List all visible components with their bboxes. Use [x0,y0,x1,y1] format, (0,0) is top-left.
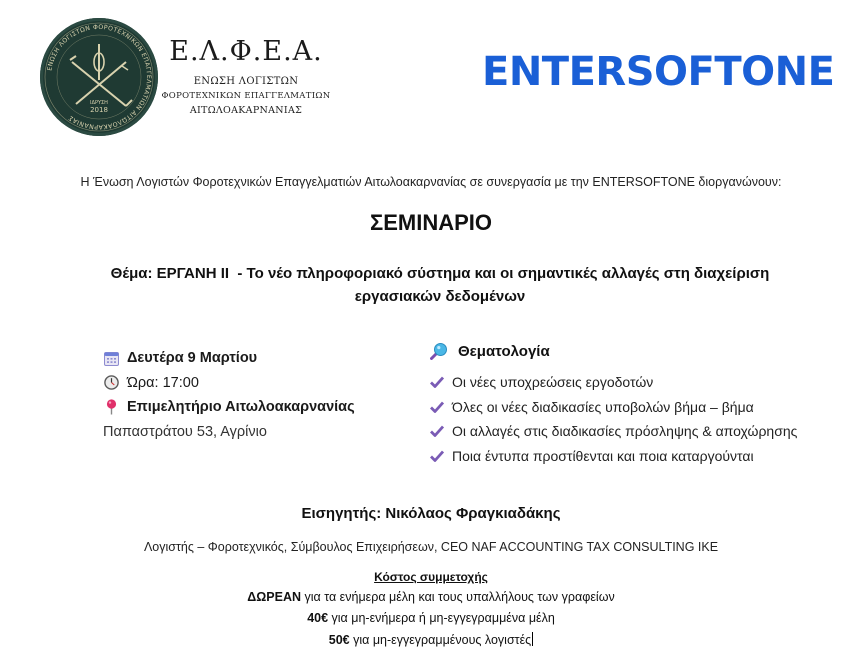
speaker-description: Λογιστής – Φοροτεχνικός, Σύμβουλος Επιχειρήσεων, CEO NAF ACCOUNTING TAX CONSULTING IKE [143,540,719,554]
svg-text:2018: 2018 [90,106,108,114]
checkmark-icon [430,375,444,389]
event-date-text: Δευτέρα 9 Μαρτίου [127,350,258,367]
cost-50-text: για μη-εγγεγραμμένους λογιστές [349,633,532,647]
themes-section [430,340,850,468]
cost-title: Κόστος συμμετοχής [374,570,488,584]
calendar-icon [103,350,119,366]
event-venue-text: Επιμελητήριο Αιτωλοακαρνανίας [127,399,355,416]
topic-line-1: Θέμα: ΕΡΓΑΝΗ ΙΙ - Το νέο πληροφοριακό σύστημα και οι σημαντικές αλλαγές στη διαχείριση [110,265,770,282]
elfea-logo-subtitle-1: ΕΝΩΣΗ ΛΟΓΙΣΤΩΝ [193,76,299,87]
theme-item [430,395,850,420]
cost-40-amount: 40€ [307,611,329,625]
event-time-text: Ώρα: 17:00 [127,374,199,391]
theme-item [430,419,850,444]
cost-line-40 [0,611,862,625]
theme-item-text: Ποια έντυπα προστίθενται και ποια καταργούνται [452,447,754,464]
theme-item-text: Οι νέες υποχρεώσεις εργοδοτών [452,374,654,391]
event-time [103,371,403,396]
checkmark-icon [430,400,444,414]
elfea-logo-subtitle-2: ΦΟΡΟΤΕΧΝΙΚΩΝ ΕΠΑΓΓΕΛΜΑΤΙΩΝ [161,91,331,101]
theme-item [430,444,850,469]
pushpin-icon [103,399,119,415]
seminar-topic [50,262,830,308]
svg-text:ΕΝΩΣΗ ΛΟΓΙΣΤΩΝ ΦΟΡΟΤΕΧΝΙΚΩΝ ΕΠ: ΕΝΩΣΗ ΛΟΓΙΣΤΩΝ ΦΟΡΟΤΕΧΝΙΚΩΝ ΕΠΑΓΓΕΛΜΑΤΙΩΝ ΑΙΤΩΛΟΑΚΑΡΝΑΝΙΑΣ [46,23,153,131]
magnifier-icon [430,342,448,360]
cost-40-text: για μη-ενήμερα ή μη-εγγεγραμμένα μέλη [328,611,555,625]
cost-free-text: για τα ενήμερα μέλη και τους υπαλλήλους των γραφείων [301,590,615,604]
svg-text:ΙΔΡΥΣΗ: ΙΔΡΥΣΗ [90,100,108,106]
speaker-name: Εισηγητής: Νικόλαος Φραγκιαδάκης [301,505,561,522]
cost-line-50 [0,632,862,647]
event-address: Παπαστράτου 53, Αγρίνιο [103,423,267,440]
elfea-seal-logo [40,18,158,136]
elfea-logo-subtitle-3: ΑΙΤΩΛΟΑΚΑΡΝΑΝΙΑΣ [189,105,303,116]
themes-heading-text: Θεματολογία [458,342,550,360]
intro-text: Η Ένωση Λογιστών Φοροτεχνικών Επαγγελματιών Αιτωλοακαρνανίας σε συνεργασία με την ENTERSOFTONE διοργανώνουν: [80,175,782,189]
cost-50-amount: 50€ [328,633,350,647]
theme-item-text: Οι αλλαγές στις διαδικασίες πρόσληψης & αποχώρησης [452,423,798,440]
checkmark-icon [430,449,444,463]
text-cursor [532,632,533,646]
checkmark-icon [430,424,444,438]
event-venue [103,395,403,420]
event-details [103,346,403,444]
theme-item [430,370,850,395]
cost-free-amount: ΔΩΡΕΑΝ [247,590,302,604]
clock-icon [103,375,119,391]
cost-line-free [0,590,862,604]
topic-line-2: εργασιακών δεδομένων [354,288,526,305]
event-date [103,346,403,371]
theme-item-text: Όλες οι νέες διαδικασίες υποβολών βήμα – βήμα [452,398,754,415]
entersoftone-logo: ENTERSOFTONE [482,49,835,95]
elfea-logo-title: Ε.Λ.Φ.Ε.Α. [169,36,323,67]
themes-heading [430,340,850,362]
page-title: ΣΕΜΙΝΑΡΙΟ [370,210,492,235]
